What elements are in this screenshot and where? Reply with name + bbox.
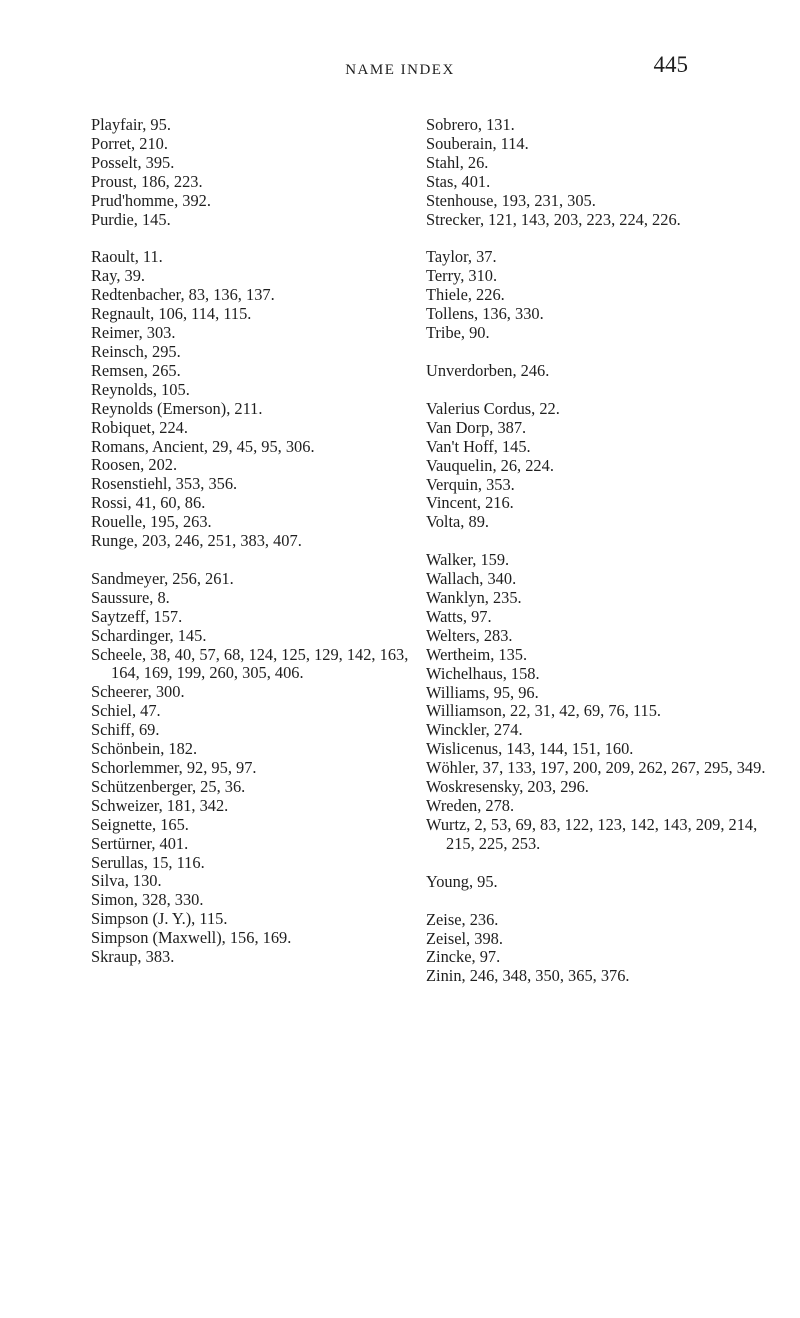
index-entry: Watts, 97. (426, 606, 492, 626)
index-entry: Silva, 130. (91, 871, 162, 891)
index-column-right (426, 116, 771, 1005)
index-letter-group (91, 570, 421, 967)
index-entry: Sandmeyer, 256, 261. (91, 568, 234, 588)
index-entry: Purdie, 145. (91, 209, 171, 229)
index-entry: Wanklyn, 235. (426, 588, 522, 608)
index-entry: Zeise, 236. (426, 909, 499, 929)
index-entry: Williams, 95, 96. (426, 682, 539, 702)
index-letter-group (426, 248, 771, 343)
index-entry: Saytzeff, 157. (91, 606, 183, 626)
index-entry: Vauquelin, 26, 224. (426, 455, 554, 475)
index-entry: Strecker, 121, 143, 203, 223, 224, 226. (426, 209, 681, 229)
index-entry: Taylor, 37. (426, 247, 497, 267)
index-entry: Tollens, 136, 330. (426, 304, 544, 324)
index-entry: Simon, 328, 330. (91, 890, 204, 910)
index-entry: Runge, 203, 246, 251, 383, 407. (91, 531, 302, 551)
index-entry: Porret, 210. (91, 133, 168, 153)
index-entry: Regnault, 106, 114, 115. (91, 304, 252, 324)
index-entry: Rosenstiehl, 353, 356. (91, 474, 238, 494)
index-entry: Stahl, 26. (426, 152, 489, 172)
index-entry: Skraup, 383. (91, 947, 175, 967)
index-entry: Schardinger, 145. (91, 625, 207, 645)
index-entry: Schiff, 69. (91, 720, 160, 740)
index-entry: Verquin, 353. (426, 474, 515, 494)
index-entry: Young, 95. (426, 871, 498, 891)
index-entry: Wallach, 340. (426, 569, 517, 589)
index-entry: Woskresensky, 203, 296. (426, 777, 589, 797)
index-entry: Scheerer, 300. (91, 682, 185, 702)
index-entry: Thiele, 226. (426, 285, 505, 305)
index-entry: Sobrero, 131. (426, 115, 515, 134)
index-entry: Van't Hoff, 145. (426, 436, 531, 456)
index-letter-group (426, 551, 771, 854)
index-letter-group (426, 911, 771, 987)
index-entry: Schönbein, 182. (91, 739, 198, 759)
index-entry: Simpson (J. Y.), 115. (91, 909, 228, 929)
index-entry: Wertheim, 135. (426, 644, 528, 664)
index-letter-group (426, 400, 771, 532)
index-entry: Reinsch, 295. (91, 341, 181, 361)
index-entry: Unverdorben, 246. (426, 360, 550, 380)
index-entry: Welters, 283. (426, 625, 513, 645)
index-entry: Playfair, 95. (91, 115, 171, 134)
index-entry: Remsen, 265. (91, 360, 181, 380)
running-title: NAME INDEX (345, 62, 455, 78)
index-entry: Schorlemmer, 92, 95, 97. (91, 758, 257, 777)
index-entry: Walker, 159. (426, 550, 510, 570)
index-entry: Volta, 89. (426, 512, 489, 532)
index-entry: Wislicenus, 143, 144, 151, 160. (426, 739, 634, 759)
index-entry: Schweizer, 181, 342. (91, 795, 229, 815)
index-entry: Rouelle, 195, 263. (91, 512, 212, 532)
index-entry: Wreden, 278. (426, 796, 515, 815)
index-entry: Seignette, 165. (91, 814, 189, 834)
page-header (0, 52, 800, 86)
index-entry: Proust, 186, 223. (91, 171, 203, 191)
index-entry: Reynolds (Emerson), 211. (91, 398, 263, 418)
page-number: 445 (653, 52, 688, 77)
index-entry: Scheele, 38, 40, 57, 68, 124, 125, 129, 142, 163, 164, 169, 199, 260, 305, 406. (91, 644, 409, 683)
index-entry: Zincke, 97. (426, 947, 501, 967)
index-entry: Redtenbacher, 83, 136, 137. (91, 285, 275, 305)
index-entry: Stas, 401. (426, 171, 491, 191)
index-entry: Vincent, 216. (426, 493, 514, 513)
index-entry: Roosen, 202. (91, 455, 178, 475)
index-entry: Romans, Ancient, 29, 45, 95, 306. (91, 436, 315, 456)
index-entry: Schiel, 47. (91, 701, 161, 721)
index-entry: Wichelhaus, 158. (426, 663, 540, 683)
index-letter-group (426, 362, 771, 381)
index-entry: Souberain, 114. (426, 133, 529, 153)
index-entry: Terry, 310. (426, 266, 498, 286)
index-entry: Prud'homme, 392. (91, 190, 211, 210)
index-entry: Robiquet, 224. (91, 417, 188, 437)
index-entry: Raoult, 11. (91, 247, 163, 267)
index-entry: Valerius Cordus, 22. (426, 398, 560, 418)
index-entry: Van Dorp, 387. (426, 417, 527, 437)
index-entry: Reimer, 303. (91, 323, 176, 343)
index-entry: Ray, 39. (91, 266, 146, 286)
index-entry: Saussure, 8. (91, 587, 170, 607)
index-entry: Tribe, 90. (426, 323, 490, 343)
index-column-left (91, 116, 421, 986)
index-entry: Schützenberger, 25, 36. (91, 776, 246, 796)
index-letter-group (91, 116, 421, 229)
index-entry: Winckler, 274. (426, 720, 523, 740)
index-letter-group (426, 116, 771, 229)
index-entry: Reynolds, 105. (91, 379, 190, 399)
index-entry: Rossi, 41, 60, 86. (91, 493, 206, 513)
index-entry: Williamson, 22, 31, 42, 69, 76, 115. (426, 701, 662, 721)
index-entry: Zinin, 246, 348, 350, 365, 376. (426, 966, 630, 986)
index-letter-group (426, 873, 771, 892)
index-entry: Zeisel, 398. (426, 928, 503, 948)
index-entry: Wurtz, 2, 53, 69, 83, 122, 123, 142, 143, 209, 214, 215, 225, 253. (426, 814, 758, 853)
index-entry: Serullas, 15, 116. (91, 852, 205, 872)
index-entry: Sertürner, 401. (91, 833, 189, 853)
index-entry: Posselt, 395. (91, 152, 175, 172)
index-entry: Stenhouse, 193, 231, 305. (426, 190, 596, 210)
index-letter-group (91, 248, 421, 551)
index-entry: Simpson (Maxwell), 156, 169. (91, 928, 292, 948)
index-entry: Wöhler, 37, 133, 197, 200, 209, 262, 267, 295, 349. (426, 758, 766, 778)
